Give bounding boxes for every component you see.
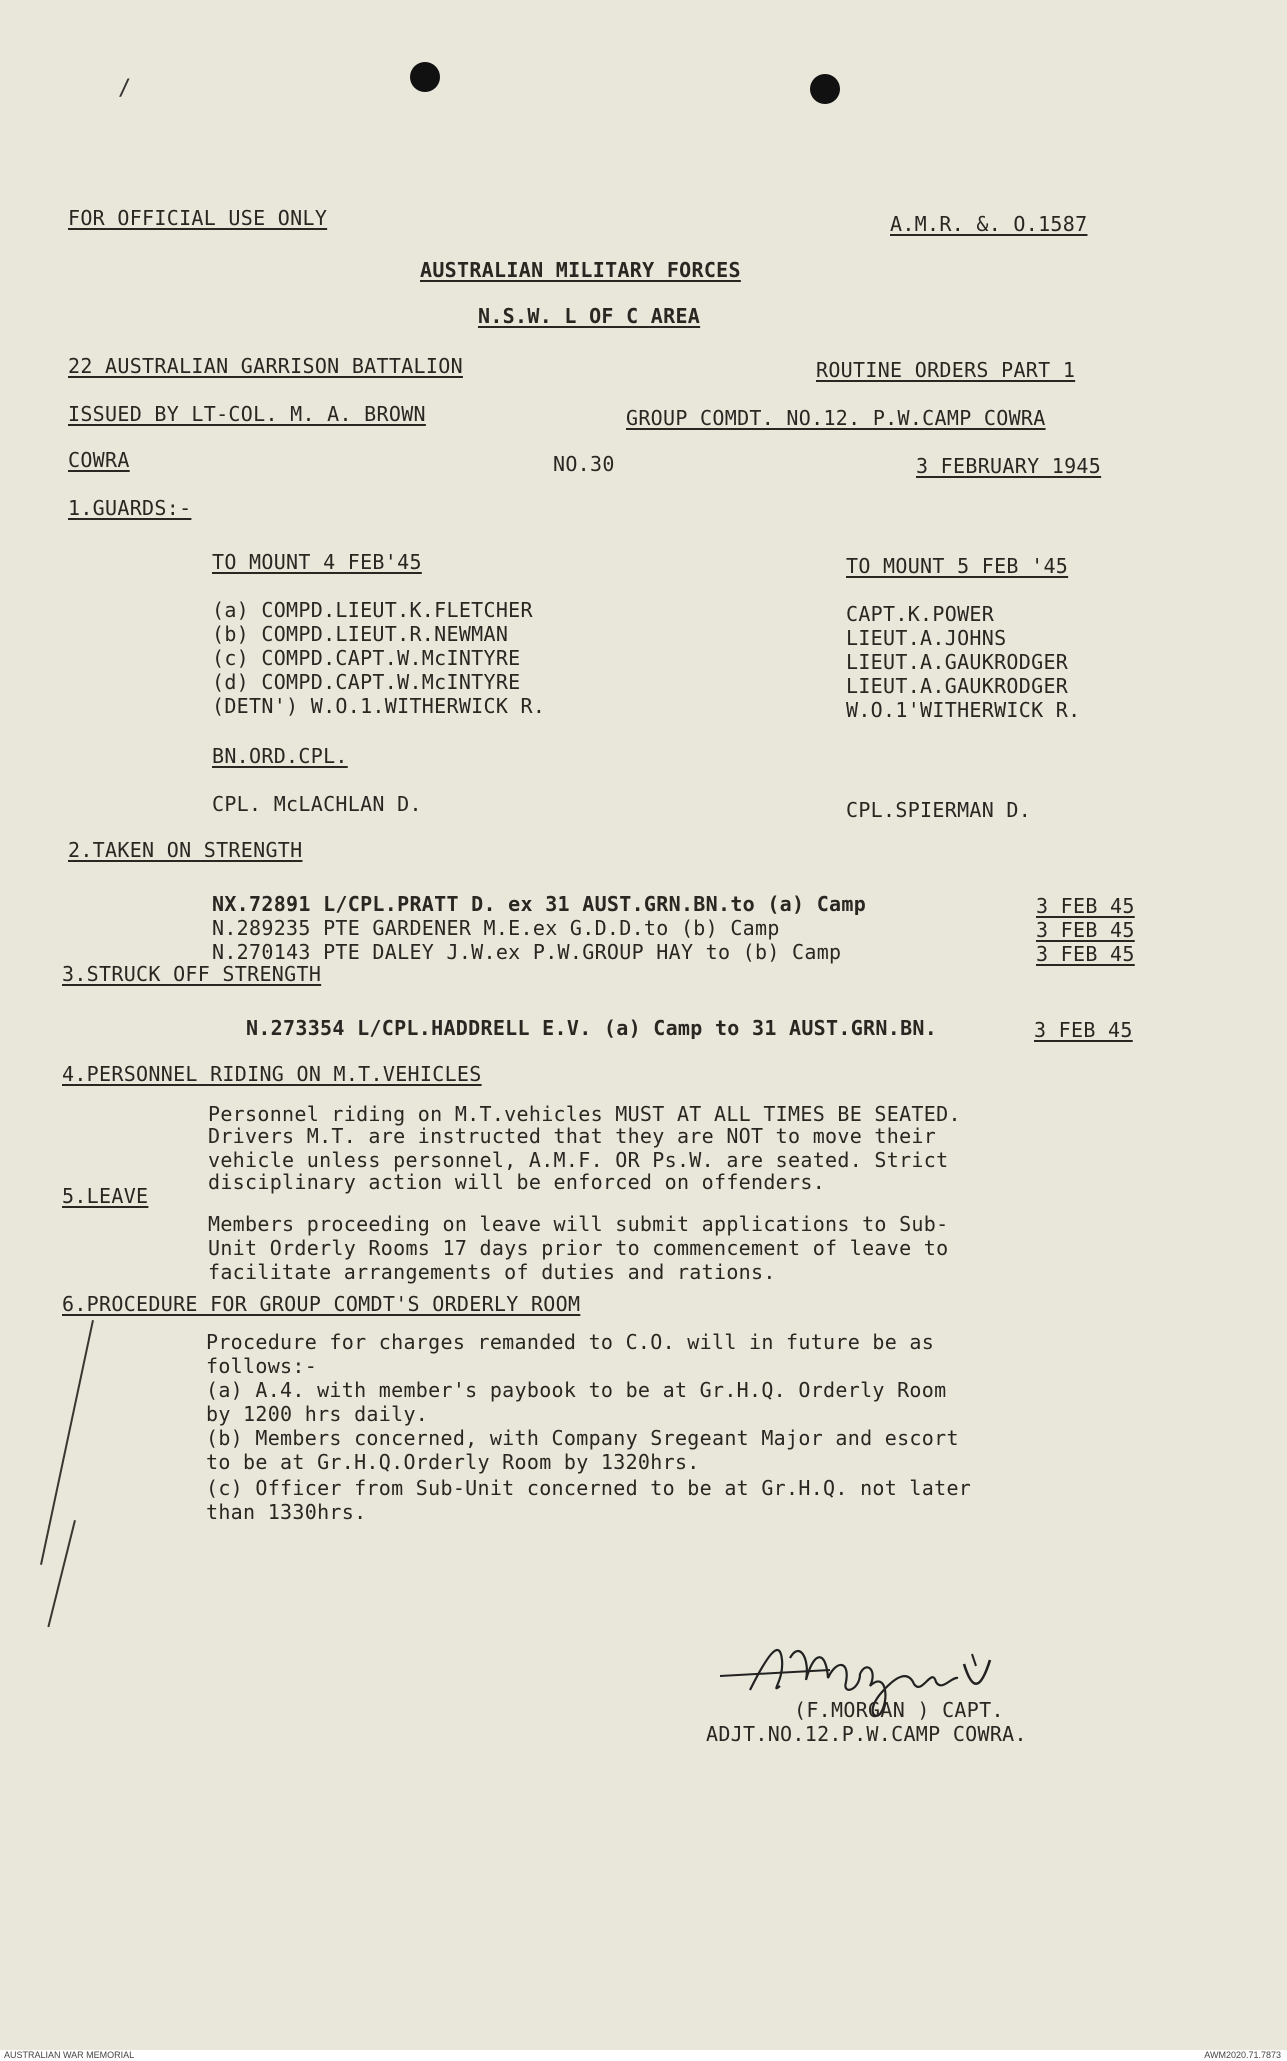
guard-left: (d) COMPD.CAPT.W.McINTYRE [212,670,521,694]
group: GROUP COMDT. NO.12. P.W.CAMP COWRA [626,406,1046,430]
strength-date: 3 FEB 45 [1036,894,1135,918]
strength-entry: N.270143 PTE DALEY J.W.ex P.W.GROUP HAY to (b) Camp [212,940,842,964]
reference-number: A.M.R. &. O.1587 [890,212,1088,236]
location: COWRA [68,448,130,472]
section-heading: 4.PERSONNEL RIDING ON M.T.VEHICLES [62,1062,482,1086]
paragraph-line: follows:- [206,1354,318,1378]
unit: 22 AUSTRALIAN GARRISON BATTALION [68,354,463,378]
paragraph-line: by 1200 hrs daily. [206,1402,429,1426]
guard-right: LIEUT.A.GAUKRODGER [846,674,1069,698]
paragraph-line: vehicle unless personnel, A.M.F. OR Ps.W. are seated. Strict [208,1148,949,1172]
struck-date: 3 FEB 45 [1034,1018,1133,1042]
section-heading: 3.STRUCK OFF STRENGTH [62,962,322,986]
strength-date: 3 FEB 45 [1036,942,1135,966]
paragraph-line: (b) Members concerned, with Company Sregeant Major and escort [206,1426,959,1450]
strength-date: 3 FEB 45 [1036,918,1135,942]
paragraph-line: disciplinary action will be enforced on offenders. [208,1170,826,1194]
strength-entry: NX.72891 L/CPL.PRATT D. ex 31 AUST.GRN.BN.to (a) Camp [212,892,867,916]
pen-mark: / [118,76,132,101]
ord-right: CPL.SPIERMAN D. [846,798,1032,822]
signatory-name: (F.MORGAN ) CAPT. [794,1698,1004,1722]
punch-hole [410,62,440,92]
orders-type: ROUTINE ORDERS PART 1 [816,358,1076,382]
guard-left: (c) COMPD.CAPT.W.McINTYRE [212,646,521,670]
order-number: NO.30 [553,452,615,476]
punch-hole [810,74,840,104]
footer-archive: AUSTRALIAN WAR MEMORIAL [4,2050,135,2060]
ord-heading: BN.ORD.CPL. [212,744,348,768]
paragraph-line: Procedure for charges remanded to C.O. will in future be as [206,1330,935,1354]
footer-catalog-id: AWM2020.71.7873 [1204,2050,1281,2060]
margin-line [40,1320,94,1565]
paragraph-line: facilitate arrangements of duties and rations. [208,1260,776,1284]
document-title: AUSTRALIAN MILITARY FORCES [420,258,741,282]
date: 3 FEBRUARY 1945 [916,454,1102,478]
section-heading: 5.LEAVE [62,1184,149,1208]
footer [0,2050,1287,2061]
issued-by: ISSUED BY LT-COL. M. A. BROWN [68,402,426,426]
paragraph-line: Unit Orderly Rooms 17 days prior to commencement of leave to [208,1236,949,1260]
column-heading: TO MOUNT 4 FEB'45 [212,550,422,574]
guard-left: (a) COMPD.LIEUT.K.FLETCHER [212,598,533,622]
classification: FOR OFFICIAL USE ONLY [68,206,328,230]
ord-left: CPL. McLACHLAN D. [212,792,422,816]
column-heading: TO MOUNT 5 FEB '45 [846,554,1069,578]
area: N.S.W. L OF C AREA [478,304,701,328]
paragraph-line: (c) Officer from Sub-Unit concerned to be at Gr.H.Q. not later [206,1476,972,1500]
paragraph-line: to be at Gr.H.Q.Orderly Room by 1320hrs. [206,1450,700,1474]
section-heading: 6.PROCEDURE FOR GROUP COMDT'S ORDERLY ROOM [62,1292,581,1316]
paragraph-line: Drivers M.T. are instructed that they are NOT to move their [208,1124,937,1148]
paragraph-line: (a) A.4. with member's paybook to be at Gr.H.Q. Orderly Room [206,1378,947,1402]
guard-right: LIEUT.A.GAUKRODGER [846,650,1069,674]
section-heading: 2.TAKEN ON STRENGTH [68,838,303,862]
paragraph-line: than 1330hrs. [206,1500,367,1524]
struck-entry: N.273354 L/CPL.HADDRELL E.V. (a) Camp to 31 AUST.GRN.BN. [246,1016,938,1040]
paragraph-line: Personnel riding on M.T.vehicles MUST AT ALL TIMES BE SEATED. [208,1102,961,1126]
guard-left: (b) COMPD.LIEUT.R.NEWMAN [212,622,509,646]
section-heading: 1.GUARDS:- [68,496,192,520]
margin-line [47,1520,76,1627]
guard-right: CAPT.K.POWER [846,602,995,626]
signatory-title: ADJT.NO.12.P.W.CAMP COWRA. [706,1722,1027,1746]
paragraph-line: Members proceeding on leave will submit applications to Sub- [208,1212,949,1236]
guard-left: (DETN') W.O.1.WITHERWICK R. [212,694,546,718]
guard-right: W.O.1'WITHERWICK R. [846,698,1081,722]
strength-entry: N.289235 PTE GARDENER M.E.ex G.D.D.to (b) Camp [212,916,780,940]
guard-right: LIEUT.A.JOHNS [846,626,1007,650]
